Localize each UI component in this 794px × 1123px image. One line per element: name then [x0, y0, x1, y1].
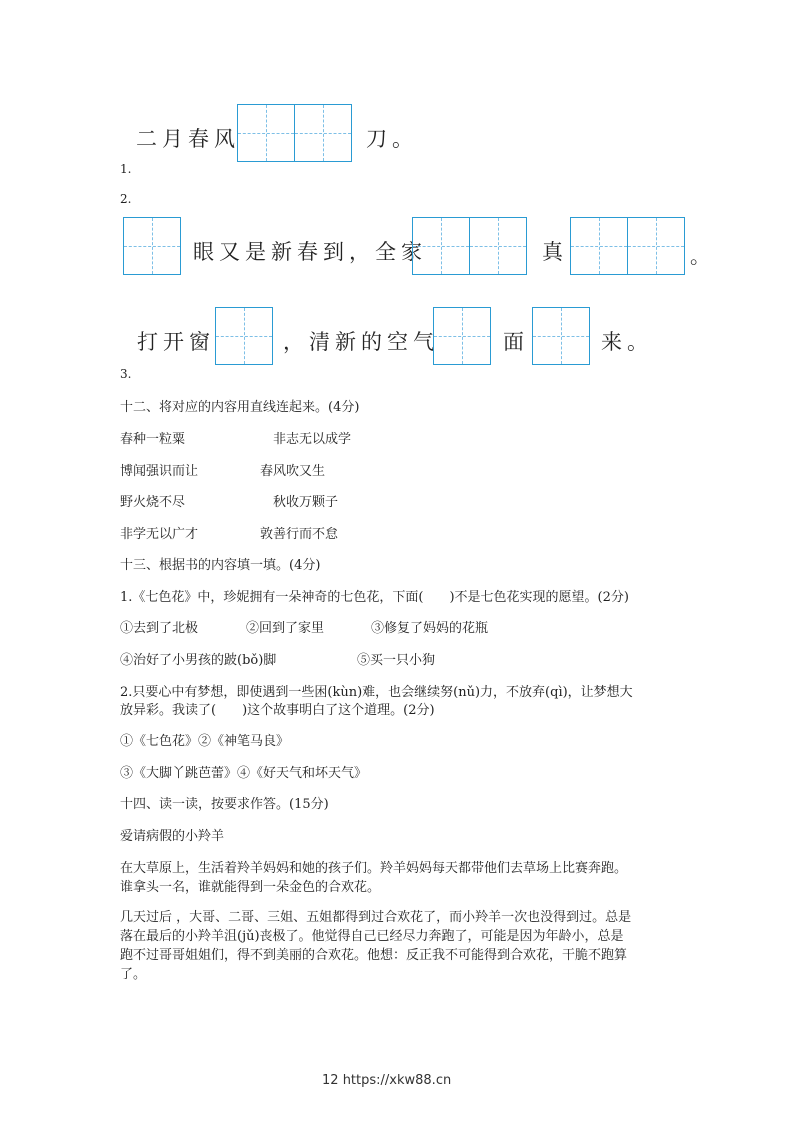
line3-seg2: ，清新的空气 — [283, 330, 439, 354]
option[interactable]: ③《大脚丫跳芭蕾》④《好天气和坏天气》 — [120, 766, 368, 781]
story-line: 跑不过哥哥姐姐们，得不到美丽的合欢花。他想：反正我不可能得到合欢花，干脆不跑算 — [120, 948, 628, 963]
option[interactable]: ②回到了家里 — [246, 621, 325, 636]
section12-title: 十二、将对应的内容用直线连起来。(4分) — [120, 400, 360, 415]
line2-answer-boxes-a[interactable] — [412, 217, 532, 275]
option[interactable]: ⑤买一只小狗 — [357, 653, 436, 668]
writing-box[interactable] — [532, 307, 590, 365]
site-url[interactable]: https://xkw88.cn — [342, 1073, 452, 1088]
line1-suffix: 刀。 — [366, 127, 418, 151]
match-right-item[interactable]: 春风吹又生 — [260, 464, 326, 479]
writing-box[interactable] — [570, 217, 628, 275]
story-line: 在大草原上，生活着羚羊妈妈和她的孩子们。羚羊妈妈每天都带他们去草场上比赛奔跑。 — [120, 861, 628, 876]
option[interactable]: ①《七色花》②《神笔马良》 — [120, 734, 290, 749]
line2-number: 2. — [120, 192, 132, 206]
line3-number: 3. — [120, 367, 132, 381]
option[interactable]: ③修复了妈妈的花瓶 — [371, 621, 489, 636]
writing-box[interactable] — [215, 307, 273, 365]
section14-title: 十四、读一读，按要求作答。(15分) — [120, 797, 329, 812]
match-right-item[interactable]: 敦善行而不怠 — [260, 527, 339, 542]
story-line: 了。 — [120, 967, 147, 982]
line2-answer-boxes-b[interactable] — [570, 217, 690, 275]
option[interactable]: ①去到了北极 — [120, 621, 199, 636]
line3-seg3: 面 — [503, 330, 529, 354]
story-line: 落在最后的小羚羊沮(jǔ)丧极了。他觉得自己已经尽力奔跑了，可能是因为年龄小，总是 — [120, 929, 624, 944]
line1-number: 1. — [120, 162, 132, 176]
writing-box[interactable] — [412, 217, 470, 275]
option[interactable]: ④治好了小男孩的跛(bǒ)脚 — [120, 653, 277, 668]
writing-box[interactable] — [433, 307, 491, 365]
story-title: 爱请病假的小羚羊 — [120, 829, 225, 844]
line3-seg4: 来。 — [601, 330, 653, 354]
writing-box[interactable] — [237, 104, 295, 162]
match-left-item[interactable]: 非学无以广才 — [120, 527, 199, 542]
question-2-line2: 放异彩。我读了( )这个故事明白了这个道理。(2分) — [120, 703, 435, 718]
line2-seg1: 眼又是新春到，全家 — [193, 240, 427, 264]
match-left-item[interactable]: 博闻强识而让 — [120, 464, 199, 479]
page-footer — [322, 1073, 451, 1088]
line2-end: 。 — [690, 244, 710, 268]
story-line: 几天过后 ，大哥、二哥、三姐、五姐都得到过合欢花了，而小羚羊一次也没得到过。总是 — [120, 910, 632, 925]
line2-seg2: 真 — [542, 240, 568, 264]
writing-box[interactable] — [294, 104, 352, 162]
match-right-item[interactable]: 秋收万颗子 — [273, 495, 339, 510]
match-left-item[interactable]: 春种一粒粟 — [120, 432, 186, 447]
question-2-line1: 2.只要心中有梦想，即使遇到一些困(kùn)难，也会继续努(nǔ)力，不放弃(qì)，让梦想大 — [120, 685, 633, 700]
page-number: 12 — [322, 1073, 339, 1088]
match-left-item[interactable]: 野火烧不尽 — [120, 495, 186, 510]
line1-prefix: 二月春风 — [136, 127, 240, 151]
section13-title: 十三、根据书的内容填一填。(4分) — [120, 558, 321, 573]
writing-box[interactable] — [627, 217, 685, 275]
writing-box[interactable] — [469, 217, 527, 275]
writing-box[interactable] — [123, 217, 181, 275]
question-1: 1.《七色花》中，珍妮拥有一朵神奇的七色花，下面( )不是七色花实现的愿望。(2分) — [120, 590, 629, 605]
match-right-item[interactable]: 非志无以成学 — [273, 432, 352, 447]
line3-seg1: 打开窗 — [137, 330, 215, 354]
story-line: 谁拿头一名，谁就能得到一朵金色的合欢花。 — [120, 880, 381, 895]
line1-answer-boxes[interactable] — [237, 104, 357, 162]
